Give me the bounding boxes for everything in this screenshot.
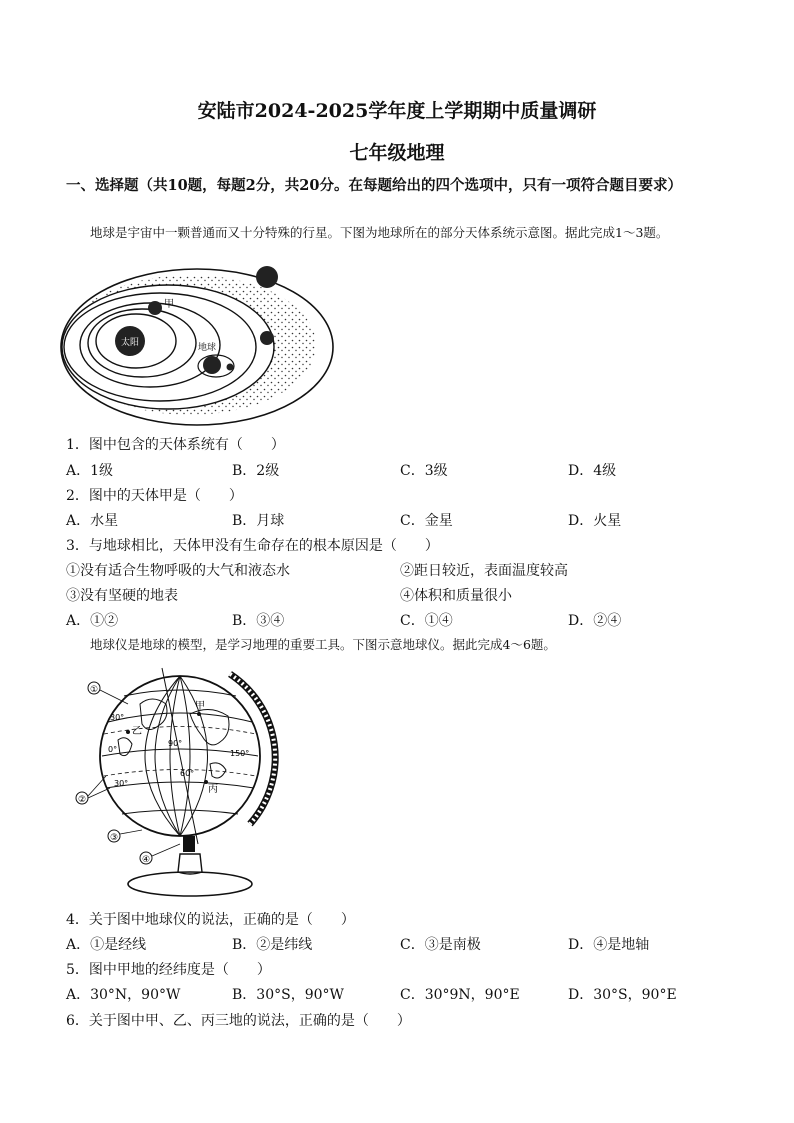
moon-body: [227, 364, 234, 371]
callout-4: ④: [141, 855, 151, 865]
planet-jia: [148, 301, 162, 315]
q4-stem: 4．关于图中地球仪的说法，正确的是（ ）: [66, 912, 355, 928]
earth-label: 地球: [198, 343, 217, 353]
passage2-intro: 地球仪是地球的模型，是学习地理的重要工具。下图示意地球仪。据此完成4～6题。: [90, 637, 556, 652]
label-30n: 30°: [110, 713, 125, 722]
label-bing: 丙: [208, 784, 218, 795]
q5-stem: 5．图中甲地的经纬度是（ ）: [66, 962, 271, 978]
callout-1: ①: [89, 685, 99, 695]
label-150: 150°: [230, 749, 250, 758]
passage1-intro: 地球是宇宙中一颗普通而又十分特殊的行星。下图为地球所在的部分天体系统示意图。据此完成1～3题。: [90, 225, 669, 240]
q2-stem: 2．图中的天体甲是（ ）: [66, 488, 243, 504]
label-60: 60°: [180, 769, 195, 778]
exam-subtitle: 七年级地理: [349, 142, 445, 164]
q1-option-b[interactable]: B．2级: [232, 463, 280, 479]
q3-statement-1: ①没有适合生物呼吸的大气和液态水: [66, 563, 290, 579]
q5-option-a[interactable]: A．30°N，90°W: [66, 987, 181, 1003]
q1-option-d[interactable]: D．4级: [568, 463, 617, 479]
sun-label: 太阳: [120, 338, 140, 348]
label-yi: 乙: [132, 726, 142, 737]
earth-body: [203, 356, 221, 374]
callout-3: ③: [109, 833, 119, 843]
solar-system-diagram: [60, 255, 350, 430]
q4-option-c[interactable]: C．③是南极: [400, 937, 481, 953]
q2-option-a[interactable]: A．水星: [66, 513, 119, 529]
q4-option-b[interactable]: B．②是纬线: [232, 937, 313, 953]
point-yi: [126, 730, 130, 734]
q1-stem: 1．图中包含的天体系统有（ ）: [66, 437, 285, 453]
point-jia: [197, 712, 201, 716]
q4-option-d[interactable]: D．④是地轴: [568, 937, 650, 953]
q5-option-c[interactable]: C．30°9N，90°E: [400, 987, 520, 1003]
section-heading: 一、选择题（共10题，每题2分，共20分。在每题给出的四个选项中，只有一项符合题目要求）: [66, 177, 682, 194]
q1-option-c[interactable]: C．3级: [400, 463, 448, 479]
globe-diagram: [70, 664, 300, 904]
q2-option-b[interactable]: B．月球: [232, 513, 285, 529]
q5-option-d[interactable]: D．30°S，90°E: [568, 987, 677, 1003]
q1-option-a[interactable]: A．1级: [66, 463, 114, 479]
q3-stem: 3．与地球相比，天体甲没有生命存在的根本原因是（ ）: [66, 538, 439, 554]
q5-option-b[interactable]: B．30°S，90°W: [232, 987, 344, 1003]
q3-statement-4: ④体积和质量很小: [400, 588, 512, 604]
q3-option-b[interactable]: B．③④: [232, 613, 285, 629]
callout-2: ②: [77, 795, 87, 805]
label-0: 0°: [108, 745, 118, 754]
q2-option-d[interactable]: D．火星: [568, 513, 622, 529]
q6-stem: 6．关于图中甲、乙、丙三地的说法，正确的是（ ）: [66, 1013, 411, 1029]
outer-planet-1: [260, 331, 274, 345]
q2-option-c[interactable]: C．金星: [400, 513, 453, 529]
q3-statement-2: ②距日较近，表面温度较高: [400, 563, 568, 579]
q3-option-d[interactable]: D．②④: [568, 613, 622, 629]
label-jia: 甲: [195, 701, 205, 712]
q4-option-a[interactable]: A．①是经线: [66, 937, 147, 953]
label-30s: 30°: [114, 779, 129, 788]
planet-jia-label: 甲: [164, 299, 174, 310]
q3-option-c[interactable]: C．①④: [400, 613, 453, 629]
q3-statement-3: ③没有坚硬的地表: [66, 588, 178, 604]
label-90: 90°: [168, 739, 183, 748]
exam-title: 安陆市2024-2025学年度上学期期中质量调研: [197, 100, 597, 122]
q3-option-a[interactable]: A．①②: [66, 613, 119, 629]
outer-planet-2: [256, 266, 278, 288]
